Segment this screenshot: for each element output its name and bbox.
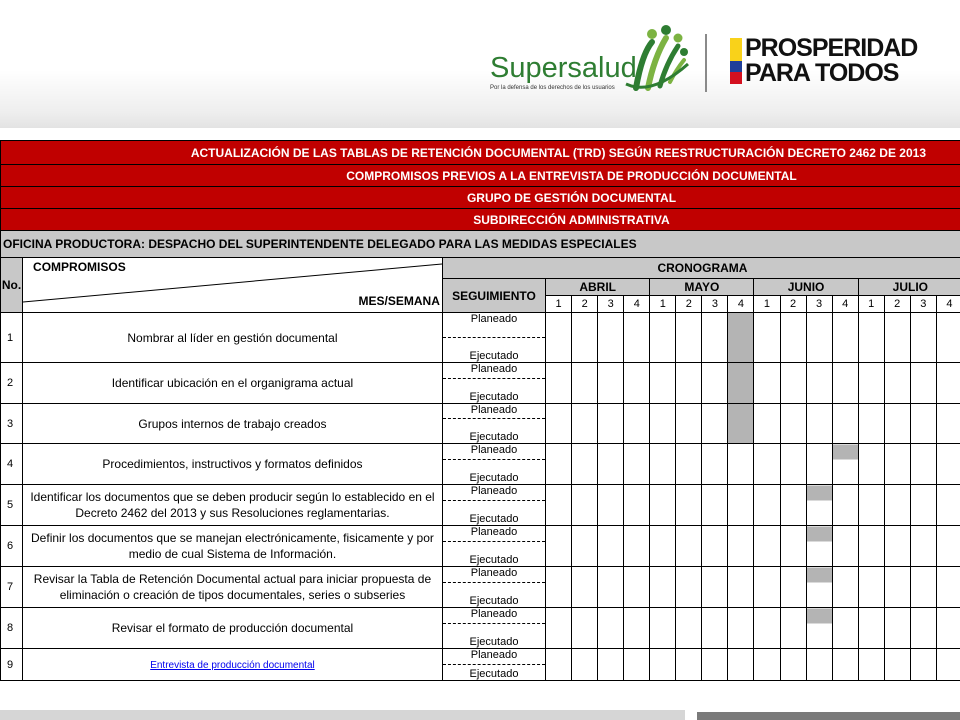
schedule-cell — [546, 649, 572, 681]
compromisos-label: COMPROMISOS — [33, 260, 126, 274]
schedule-cell — [858, 608, 884, 649]
schedule-cell — [858, 649, 884, 681]
schedule-table-container — [0, 140, 960, 688]
title-row-3: GRUPO DE GESTIÓN DOCUMENTAL — [1, 187, 960, 209]
schedule-cell — [728, 485, 754, 526]
table-row — [1, 363, 960, 379]
schedule-cell — [858, 313, 884, 363]
row-number: 7 — [1, 567, 23, 608]
schedule-cell — [624, 649, 650, 681]
schedule-cell — [676, 444, 702, 485]
planeado-label: Planeado — [442, 313, 545, 338]
schedule-table — [0, 140, 960, 681]
schedule-cell — [754, 567, 780, 608]
schedule-cell — [910, 608, 936, 649]
schedule-cell — [624, 404, 650, 444]
compromiso-cell — [23, 649, 443, 681]
schedule-cell — [546, 404, 572, 444]
schedule-cell — [598, 608, 624, 649]
schedule-cell — [546, 363, 572, 404]
schedule-cell — [624, 363, 650, 404]
schedule-cell — [702, 567, 728, 608]
logo-divider — [705, 34, 707, 92]
schedule-cell — [910, 404, 936, 444]
row-number: 8 — [1, 608, 23, 649]
ejecutado-label: Ejecutado — [442, 665, 545, 681]
schedule-cell — [676, 567, 702, 608]
schedule-cell-planned — [806, 608, 832, 649]
schedule-cell — [858, 526, 884, 567]
row-number: 4 — [1, 444, 23, 485]
schedule-cell — [884, 485, 910, 526]
schedule-cell — [598, 404, 624, 444]
schedule-cell — [676, 649, 702, 681]
schedule-cell — [650, 444, 676, 485]
schedule-cell — [754, 444, 780, 485]
footer-bar-right — [697, 712, 960, 720]
footer-bar-left — [0, 710, 685, 720]
row-number: 6 — [1, 526, 23, 567]
mes-semana-label: MES/SEMANA — [358, 294, 440, 308]
schedule-cell — [780, 608, 806, 649]
schedule-cell — [780, 567, 806, 608]
schedule-cell — [910, 485, 936, 526]
schedule-cell — [650, 567, 676, 608]
schedule-cell — [650, 363, 676, 404]
schedule-cell — [702, 485, 728, 526]
schedule-cell — [754, 608, 780, 649]
week-header: 3 — [910, 296, 936, 313]
no-header: No. — [1, 258, 23, 313]
ejecutado-label: Ejecutado — [442, 460, 545, 485]
ejecutado-label: Ejecutado — [442, 501, 545, 526]
schedule-cell — [546, 485, 572, 526]
schedule-cell — [884, 404, 910, 444]
schedule-cell — [598, 567, 624, 608]
schedule-cell — [780, 363, 806, 404]
planeado-label: Planeado — [442, 567, 545, 583]
title-row-4: SUBDIRECCIÓN ADMINISTRATIVA — [1, 209, 960, 231]
compromiso-text: Revisar la Tabla de Retención Documental actual para iniciar propuesta de eliminación o creación de tipos documentales, series o subseries — [23, 567, 443, 608]
row-number: 2 — [1, 363, 23, 404]
prosperidad-logo — [727, 36, 937, 88]
schedule-cell-planned — [832, 444, 858, 485]
schedule-cell — [754, 404, 780, 444]
schedule-cell — [936, 526, 960, 567]
page-header — [0, 0, 960, 128]
schedule-cell — [650, 649, 676, 681]
schedule-cell — [572, 526, 598, 567]
schedule-cell — [546, 608, 572, 649]
schedule-cell — [754, 313, 780, 363]
schedule-cell — [858, 485, 884, 526]
schedule-cell — [884, 363, 910, 404]
schedule-cell — [910, 444, 936, 485]
supersalud-wordmark: Supersalud — [490, 52, 637, 84]
schedule-cell — [936, 444, 960, 485]
schedule-cell — [598, 363, 624, 404]
schedule-cell — [702, 444, 728, 485]
week-header: 1 — [650, 296, 676, 313]
schedule-cell — [572, 608, 598, 649]
schedule-cell — [884, 313, 910, 363]
ejecutado-label: Ejecutado — [442, 419, 545, 444]
schedule-cell — [806, 404, 832, 444]
schedule-cell — [884, 567, 910, 608]
planeado-label: Planeado — [442, 608, 545, 624]
week-header: 4 — [728, 296, 754, 313]
schedule-cell — [832, 404, 858, 444]
supersalud-logo — [488, 24, 698, 98]
compromiso-text: Nombrar al líder en gestión documental — [23, 313, 443, 363]
schedule-cell — [598, 649, 624, 681]
week-header: 1 — [754, 296, 780, 313]
schedule-cell — [832, 313, 858, 363]
planeado-label: Planeado — [442, 363, 545, 379]
schedule-cell — [650, 404, 676, 444]
schedule-cell — [572, 485, 598, 526]
schedule-cell — [650, 313, 676, 363]
schedule-cell — [936, 363, 960, 404]
schedule-cell — [936, 313, 960, 363]
schedule-cell — [598, 485, 624, 526]
month-header: JUNIO — [754, 279, 858, 296]
schedule-cell — [676, 313, 702, 363]
ejecutado-label: Ejecutado — [442, 338, 545, 363]
schedule-cell — [598, 526, 624, 567]
compromiso-text: Procedimientos, instructivos y formatos definidos — [23, 444, 443, 485]
schedule-cell — [780, 404, 806, 444]
schedule-cell — [832, 526, 858, 567]
schedule-cell-planned — [806, 526, 832, 567]
schedule-cell — [754, 485, 780, 526]
schedule-cell — [884, 444, 910, 485]
schedule-cell — [832, 363, 858, 404]
seguimiento-header: SEGUIMIENTO — [442, 279, 545, 313]
title-row-1: ACTUALIZACIÓN DE LAS TABLAS DE RETENCIÓN DOCUMENTAL (TRD) SEGÚN REESTRUCTURACIÓN DECRETO 2462 DE 2013 — [1, 141, 960, 165]
schedule-cell — [624, 313, 650, 363]
schedule-cell — [936, 485, 960, 526]
schedule-cell — [676, 363, 702, 404]
schedule-cell — [572, 363, 598, 404]
schedule-cell — [598, 313, 624, 363]
schedule-cell — [650, 608, 676, 649]
supersalud-emblem-icon — [622, 24, 694, 92]
schedule-cell — [728, 444, 754, 485]
row-number: 5 — [1, 485, 23, 526]
schedule-cell — [546, 444, 572, 485]
schedule-cell — [728, 567, 754, 608]
table-row — [1, 485, 960, 501]
schedule-cell — [702, 608, 728, 649]
schedule-cell — [572, 649, 598, 681]
schedule-cell — [936, 608, 960, 649]
schedule-cell — [884, 608, 910, 649]
compromiso-text: Definir los documentos que se manejan electrónicamente, fisicamente y por medio de cual Sistema de Información. — [23, 526, 443, 567]
schedule-cell — [650, 526, 676, 567]
office-row: OFICINA PRODUCTORA: DESPACHO DEL SUPERINTENDENTE DELEGADO PARA LAS MEDIDAS ESPECIALES — [1, 231, 960, 258]
row-number: 3 — [1, 404, 23, 444]
schedule-cell-planned — [728, 313, 754, 363]
schedule-cell — [702, 526, 728, 567]
schedule-cell-planned — [806, 567, 832, 608]
table-row — [1, 608, 960, 624]
week-header: 4 — [624, 296, 650, 313]
schedule-cell — [884, 649, 910, 681]
month-header: MAYO — [650, 279, 754, 296]
schedule-cell — [806, 363, 832, 404]
schedule-cell — [624, 485, 650, 526]
schedule-cell — [754, 526, 780, 567]
week-header: 2 — [884, 296, 910, 313]
schedule-cell — [858, 404, 884, 444]
planeado-label: Planeado — [442, 444, 545, 460]
schedule-cell — [806, 444, 832, 485]
schedule-cell — [780, 526, 806, 567]
schedule-cell — [936, 567, 960, 608]
row-number: 1 — [1, 313, 23, 363]
ejecutado-label: Ejecutado — [442, 379, 545, 404]
schedule-cell — [936, 649, 960, 681]
schedule-cell — [910, 363, 936, 404]
schedule-cell — [546, 313, 572, 363]
schedule-cell — [624, 444, 650, 485]
schedule-cell — [728, 526, 754, 567]
row-number: 9 — [1, 649, 23, 681]
compromiso-text: Identificar los documentos que se deben producir según lo establecido en el Decreto 2462 del 2013 y sus Resoluciones reglamentarias. — [23, 485, 443, 526]
schedule-cell — [858, 444, 884, 485]
schedule-cell-planned — [728, 404, 754, 444]
schedule-cell-planned — [806, 485, 832, 526]
colombia-flag-icon — [730, 38, 742, 84]
prosperidad-line2: PARA TODOS — [745, 59, 899, 87]
schedule-cell — [910, 526, 936, 567]
schedule-cell — [754, 649, 780, 681]
schedule-cell — [754, 363, 780, 404]
schedule-cell — [546, 567, 572, 608]
schedule-cell — [702, 649, 728, 681]
schedule-cell — [676, 485, 702, 526]
schedule-cell — [728, 608, 754, 649]
schedule-cell — [832, 649, 858, 681]
month-header: ABRIL — [546, 279, 650, 296]
schedule-cell — [702, 404, 728, 444]
schedule-cell — [858, 567, 884, 608]
title-row-2: COMPROMISOS PREVIOS A LA ENTREVISTA DE PRODUCCIÓN DOCUMENTAL — [1, 165, 960, 187]
schedule-cell — [728, 649, 754, 681]
table-row — [1, 444, 960, 460]
week-header: 3 — [806, 296, 832, 313]
month-header: JULIO — [858, 279, 960, 296]
week-header: 4 — [832, 296, 858, 313]
schedule-cell — [624, 608, 650, 649]
schedule-cell — [910, 567, 936, 608]
schedule-cell — [572, 567, 598, 608]
schedule-cell — [598, 444, 624, 485]
week-header: 1 — [858, 296, 884, 313]
table-row — [1, 404, 960, 419]
schedule-cell — [806, 313, 832, 363]
schedule-cell — [676, 526, 702, 567]
schedule-cell — [572, 444, 598, 485]
planeado-label: Planeado — [442, 649, 545, 665]
table-row — [1, 649, 960, 665]
schedule-cell — [546, 526, 572, 567]
ejecutado-label: Ejecutado — [442, 583, 545, 608]
schedule-cell — [780, 649, 806, 681]
schedule-cell — [650, 485, 676, 526]
table-row — [1, 567, 960, 583]
compromiso-text: Grupos internos de trabajo creados — [23, 404, 443, 444]
compromiso-link[interactable]: Entrevista de producción documental — [150, 659, 315, 671]
schedule-cell — [832, 567, 858, 608]
cronograma-header: CRONOGRAMA — [442, 258, 960, 279]
table-row — [1, 526, 960, 542]
planeado-label: Planeado — [442, 485, 545, 501]
schedule-cell — [910, 649, 936, 681]
compromiso-text: Revisar el formato de producción documental — [23, 608, 443, 649]
schedule-cell — [832, 485, 858, 526]
week-header: 2 — [780, 296, 806, 313]
compromiso-text: Identificar ubicación en el organigrama actual — [23, 363, 443, 404]
schedule-cell — [780, 444, 806, 485]
ejecutado-label: Ejecutado — [442, 542, 545, 567]
prosperidad-line1: PROSPERIDAD — [745, 34, 918, 62]
schedule-cell — [702, 313, 728, 363]
schedule-cell — [676, 608, 702, 649]
schedule-cell — [858, 363, 884, 404]
schedule-cell — [910, 313, 936, 363]
week-header: 1 — [546, 296, 572, 313]
schedule-cell — [676, 404, 702, 444]
schedule-cell — [780, 485, 806, 526]
planeado-label: Planeado — [442, 526, 545, 542]
supersalud-tagline: Por la defensa de los derechos de los usuarios — [490, 85, 615, 91]
week-header: 2 — [676, 296, 702, 313]
ejecutado-label: Ejecutado — [442, 624, 545, 649]
week-header: 4 — [936, 296, 960, 313]
week-header: 3 — [702, 296, 728, 313]
week-header: 2 — [572, 296, 598, 313]
schedule-cell — [624, 567, 650, 608]
schedule-cell — [702, 363, 728, 404]
table-row — [1, 313, 960, 338]
schedule-cell — [572, 404, 598, 444]
week-header: 3 — [598, 296, 624, 313]
schedule-cell — [780, 313, 806, 363]
schedule-cell — [832, 608, 858, 649]
schedule-cell — [624, 526, 650, 567]
schedule-cell — [884, 526, 910, 567]
schedule-cell — [936, 404, 960, 444]
schedule-cell-planned — [728, 363, 754, 404]
schedule-cell — [572, 313, 598, 363]
compromisos-header — [23, 258, 443, 313]
planeado-label: Planeado — [442, 404, 545, 419]
schedule-cell — [806, 649, 832, 681]
